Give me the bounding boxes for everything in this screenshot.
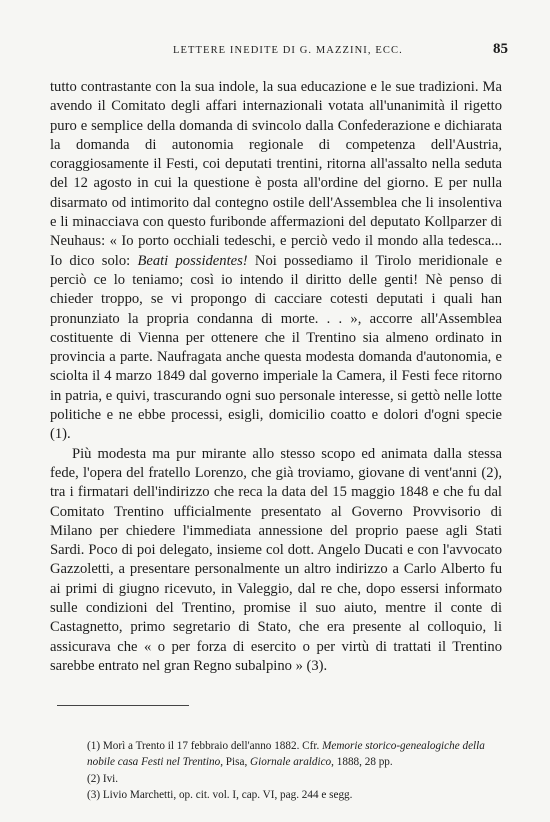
footnotes xyxy=(87,738,507,803)
text-run: (3) Livio Marchetti, op. cit. vol. I, cap. VI, pag. 244 e segg. xyxy=(87,788,353,801)
footnote-1 xyxy=(87,738,507,771)
italic-phrase: Beati possidentes! xyxy=(137,252,248,269)
footnote-2 xyxy=(87,771,507,787)
text-run: tutto contrastante con la sua indole, la sua educazione e le sue tradizioni. Ma avendo il Comitato degli affari internazionali votata all'unanimità il rigetto puro e semplice della domanda di svincolo dalla Confederazione e dichiarata la domanda di autonomia regionale di competenza dell'Austria, coraggiosamente il Festi, coi deputati trentini, ritorna all'assalto nella seduta del 12 agosto in cui la questione è posta all'ordine del giorno. E per nulla disarmato od intimorito dal contegno ostile dell'Assemblea che li insolentiva e li minacciava con questo furibonde affermazioni del deputato Kollparzer di Neuhaus: « Io porto occhiali tedeschi, e perciò vedo il mondo alla tedesca... Io dico solo: xyxy=(50,79,502,269)
footnote-rule xyxy=(57,705,189,706)
paragraph-1 xyxy=(50,78,502,445)
body-text xyxy=(50,78,502,676)
running-title: LETTERE INEDITE DI G. MAZZINI, ECC. xyxy=(173,45,403,56)
text-run: , 1888, 28 pp. xyxy=(331,756,393,769)
text-run: Più modesta ma pur mirante allo stesso scopo ed animata dalla stessa fede, l'opera del fratello Lorenzo, che già troviamo, giovane di vent'anni (2), tra i firmatari dell'indirizzo che reca la data del 15 maggio 1848 e che fu dal Comitato Trentino ufficialmente presentato al Governo Provvisorio di Milano per chiedere l'immediata annessione del proprio paese agli Stati Sardi. Poco di poi delegato, insieme col dott. Angelo Ducati e con l'avvocato Gazzoletti, a presentare personalmente un altro indirizzo a Carlo Alberto fu ai primi di giugno ricevuto, in Valeggio, dal re che, dopo essersi informato sulle condizioni del Trentino, promise il suo aiuto, mentre il conte di Castagnetto, primo segretario di Stato, che era presente al colloquio, li assicurava che « o per forza di esercito o per virtù di trattati il Trentino sarebbe entrato nel gran Regno subalpino » (3). xyxy=(50,445,502,674)
italic-phrase: Giornale araldico xyxy=(250,756,332,769)
text-run: (1) Morì a Trento il 17 febbraio dell'anno 1882. Cfr. xyxy=(87,740,323,752)
paragraph-2 xyxy=(50,445,502,677)
text-run: Noi possediamo il Tirolo meridionale e perciò ce lo teniamo; così io intendo il diritto delle genti! Nè penso di chieder troppo, se vi propongo di cacciare cotesti deputati i quali han pronunziato la propria condanna di morte. . . », accorre all'Assemblea costituente di Vienna per ottenere che il Trentino sia almeno ordinato in provincia a parte. Naufragata anche questa modesta domanda d'autonomia, e sciolta il 4 marzo 1849 dal governo imperiale la Camera, il Festi fece ritorno in patria, e quivi, trascurando ogni suo personale interesse, si gettò nelle lotte politiche e ne ebbe processi, esigli, domicilio coatto e dolori d'ogni specie (1). xyxy=(50,252,502,443)
italic-phrase: Memorie storico-genealogiche della nobile casa Festi nel Trentino xyxy=(87,740,485,769)
page-number: 85 xyxy=(493,41,508,57)
text-run: , Pisa, xyxy=(220,756,251,769)
page-header xyxy=(58,41,508,60)
text-run: (2) Ivi. xyxy=(87,772,119,785)
footnote-3 xyxy=(87,787,507,803)
